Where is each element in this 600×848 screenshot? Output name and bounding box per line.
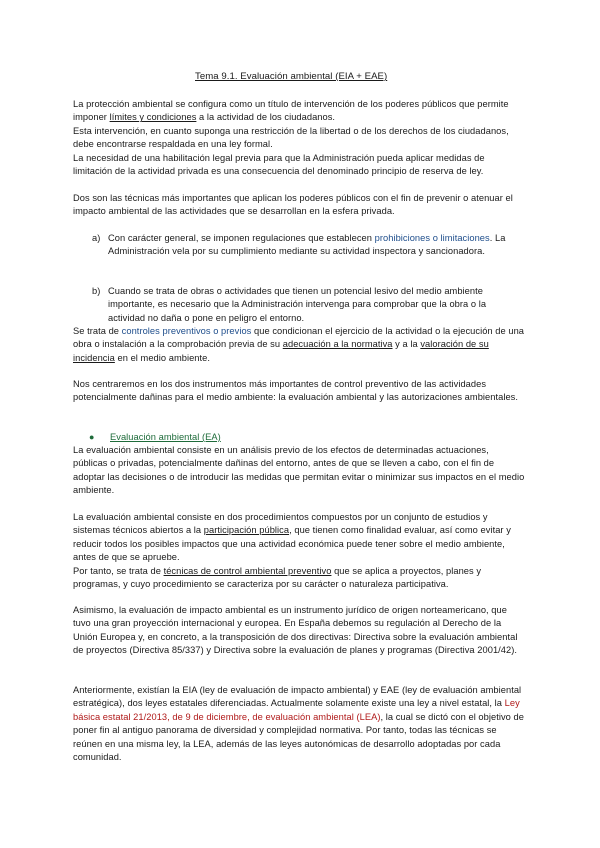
paragraph-instrumentos <box>73 378 525 405</box>
bullet-evaluacion-ambiental <box>73 431 525 444</box>
paragraph-proteccion <box>73 98 525 178</box>
underlined-term: valoración de su incidencia <box>73 339 489 363</box>
underlined-term: adecuación a la normativa <box>282 339 393 350</box>
text: Cuando se trata de obras o actividades que tienen un potencial lesivo del medio ambiente importante, es necesario que la Administración intervenga para comprobar que la obra o la actividad no daña o pone en peligro el entorno. <box>108 286 487 323</box>
text: . La Administración vela por su cumplimiento mediante su actividad inspectora y sancionadora. <box>108 233 506 257</box>
section-heading: Evaluación ambiental (EA) <box>110 432 221 442</box>
text: La protección ambiental se configura como un título de intervención de los poderes públicos que permite imponer <box>73 99 509 123</box>
highlight-term: prohibiciones o limitaciones <box>374 233 490 243</box>
paragraph-procedimientos <box>73 511 525 591</box>
text: en el medio ambiente. <box>114 352 211 363</box>
text: Por tanto, se trata de <box>73 565 164 576</box>
underlined-term: técnicas de control ambiental preventivo <box>163 565 332 576</box>
text: Se trata de <box>73 326 122 336</box>
page-title: Tema 9.1. Evaluación ambiental (EIA + EAE) <box>195 71 388 82</box>
text: La evaluación ambiental consiste en un análisis previo de los efectos de determinadas actuaciones, públicas o privadas, potencialmente dañinas del entorno, antes de que se lleven a cabo, con el fin de adoptar las decisiones o de introducir las medidas que permitan evitar o minimizar sus impactos en el medio ambiente. <box>73 445 525 496</box>
paragraph-lea <box>73 684 525 764</box>
list-item-a <box>73 232 525 259</box>
text: Asimismo, la evaluación de impacto ambiental es un instrumento jurídico de origen norteamericano, que tuvo una gran proyección internacional y europea. En España debemos su regulación al Derecho de la Unión Europea y, en concreto, a la transposición de dos directivas: Directiva sobre la evaluación ambiental de proyectos (Directiva 85/337) y Directiva sobre la evaluación de planes y programas (Directiva 2001/42). <box>73 605 518 656</box>
text: La evaluación ambiental consiste en dos procedimientos compuestos por un conjunto de estudios y sistemas técnicos abiertos a la <box>73 512 488 536</box>
list-item-b <box>73 285 525 325</box>
text: y a la <box>392 339 421 350</box>
paragraph-ea-definicion <box>73 444 525 498</box>
bullet-icon: ● <box>89 432 95 442</box>
text: a la actividad de los ciudadanos. <box>196 112 336 123</box>
paragraph-origen <box>73 604 525 658</box>
text: Anteriormente, existían la EIA (ley de evaluación de impacto ambiental) y EAE (ley de evaluación ambiental estratégica), dos leyes estatales diferenciadas. Actualmente solamente existe una ley a nivel estatal, la <box>73 685 522 709</box>
text: , que tienen como finalidad evaluar, así como evitar y reducir todos los posibles impactos que una actividad económica puede tener sobre el medio ambiente, antes de que se apruebe. <box>73 525 511 563</box>
underlined-term: límites y condiciones <box>109 112 197 123</box>
text: que se aplica a proyectos, planes y programas, y cuyo procedimiento se caracteriza por su carácter o naturaleza participativa. <box>73 565 482 590</box>
underlined-term: participación pública <box>203 525 290 536</box>
paragraph-intervencion: Esta intervención, en cuanto suponga una restricción de la libertad o de los derechos de los ciudadanos, debe encontrarse respaldada en una ley formal. <box>73 125 509 150</box>
list-marker: a) <box>92 233 101 243</box>
highlight-law: Ley básica estatal 21/2013, de 9 de diciembre, de evaluación ambiental (LEA) <box>73 698 520 722</box>
list-marker: b) <box>92 286 101 296</box>
text: Con carácter general, se imponen regulaciones que establecen <box>108 233 375 243</box>
paragraph-tecnicas <box>73 192 525 219</box>
text: Dos son las técnicas más importantes que aplican los poderes públicos con el fin de prevenir o atenuar el impacto ambiental de las actividades que se desarrollan en la esfera privada. <box>73 193 513 217</box>
highlight-term: controles preventivos o previos <box>121 326 252 336</box>
paragraph-controles <box>73 325 525 365</box>
text: , la cual se dictó con el objetivo de poner fin al antiguo panorama de diversidad y complejidad normativa. Por tanto, todas las técnicas se reúnen en una misma ley, la LEA, además de las leyes autonómicas de desarrollo adoptadas por cada comunidad. <box>73 711 524 763</box>
paragraph-habilitacion: La necesidad de una habilitación legal previa para que la Administración pueda aplicar medidas de limitación de la actividad privada es una consecuencia del denominado principio de reserva de ley. <box>73 152 485 177</box>
text: que condicionan el ejercicio de la actividad o la ejecución de una obra o instalación a la comprobación previa de su <box>73 326 525 350</box>
text: Nos centraremos en los dos instrumentos más importantes de control preventivo de las actividades potencialmente dañinas para el medio ambiente: la evaluación ambiental y las autorizaciones ambientales. <box>73 379 518 403</box>
